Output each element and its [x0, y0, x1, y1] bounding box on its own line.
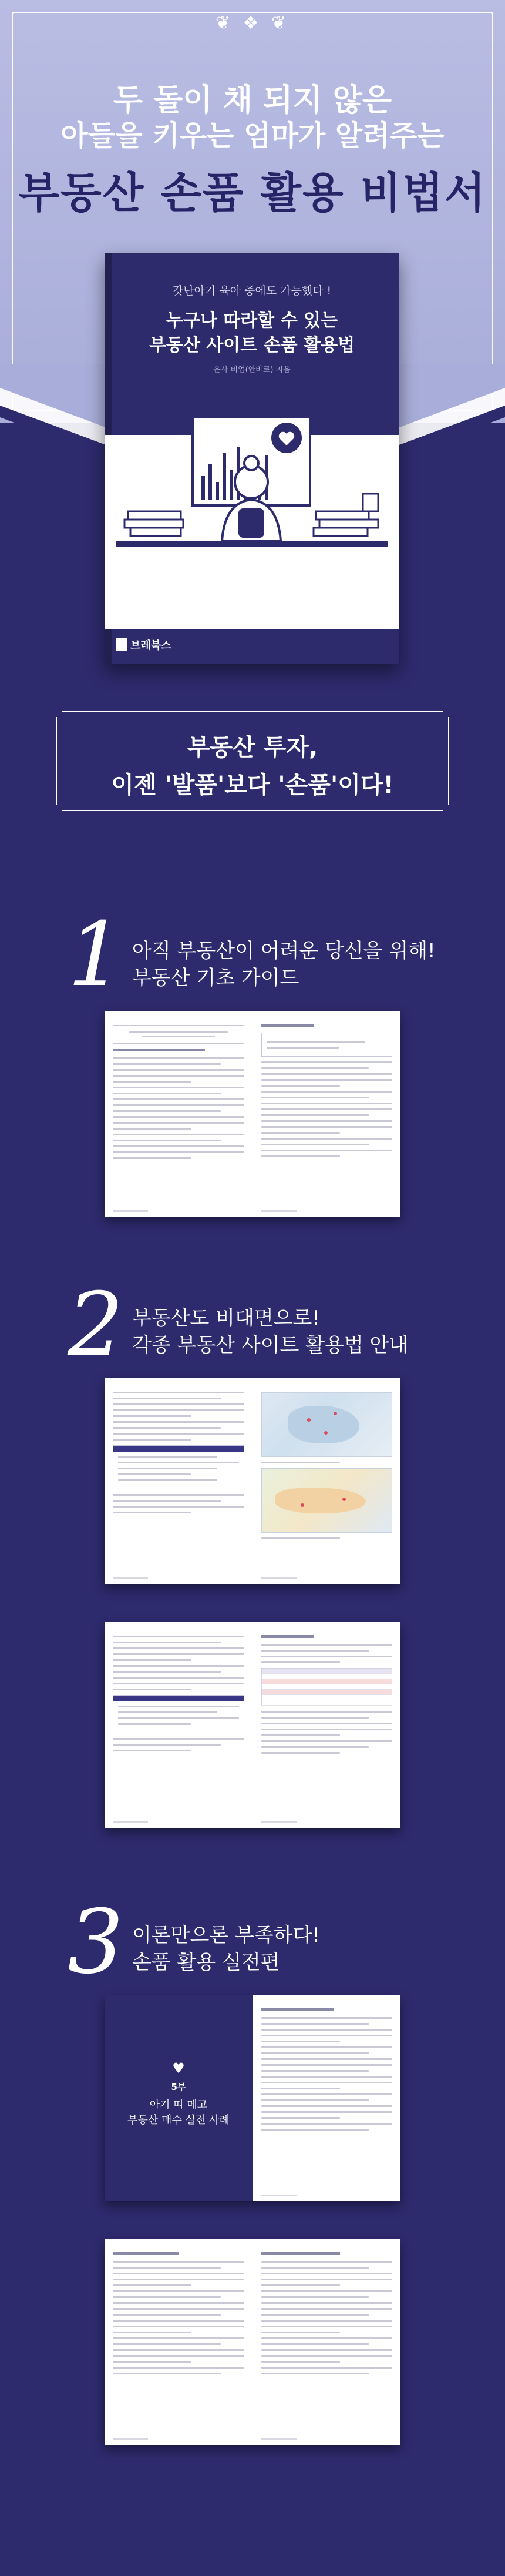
page-right [253, 1378, 400, 1584]
checklist-box [113, 1445, 244, 1489]
book-title-line1: 누구나 따라할 수 있는 [166, 310, 338, 331]
section-2-line1: 부동산도 비대면으로! [132, 1307, 321, 1330]
hero-title: 부동산 손품 활용 비법서 [18, 168, 487, 217]
page-right [253, 1995, 400, 2201]
book-cover [105, 253, 399, 664]
section-1-heading [132, 937, 436, 991]
tagline-box [56, 711, 449, 811]
publisher-logo [116, 637, 171, 652]
chapter-heart-icon: ♥ [172, 2060, 185, 2076]
chapter-opener-page [105, 1995, 253, 2201]
data-table-screenshot [261, 1668, 392, 1706]
page-left [105, 1378, 253, 1584]
corner-notch [443, 805, 454, 816]
section-number-2: 2 [68, 1274, 124, 1376]
book-title-line2: 부동산 사이트 손품 활용법 [149, 335, 355, 356]
map-screenshot [261, 1392, 392, 1457]
section-3-line1: 이론만으론 부족하다! [132, 1924, 321, 1947]
section-2-line2: 각종 부동산 사이트 활용법 안내 [132, 1334, 409, 1357]
tagline-line2: 이젠 '발품'보다 '손품'이다! [111, 772, 394, 799]
page-right [253, 2239, 400, 2445]
tagline-line1: 부동산 투자, [187, 734, 318, 761]
tip-box [113, 1695, 244, 1733]
page-spread-3 [105, 1622, 400, 1828]
page-right [253, 1622, 400, 1828]
page-spread-2 [105, 1378, 400, 1584]
page-left [105, 2239, 253, 2445]
chapter-title-line1: 아기 띠 메고 [149, 2099, 208, 2111]
corner-notch [51, 706, 62, 717]
publisher-mark-icon [116, 638, 127, 651]
map-screenshot [261, 1468, 392, 1533]
section-2-heading [132, 1305, 408, 1359]
book-top-text: 갓난아기 육아 중에도 가능했다 ! [172, 284, 332, 297]
page-spread-4 [105, 1995, 400, 2201]
section-1-line2: 부동산 기초 가이드 [132, 966, 299, 990]
book-author: 운사 비업(안바로) 지음 [213, 366, 291, 374]
title-box [113, 1025, 244, 1044]
page-spread-1 [105, 1011, 400, 1217]
corner-notch [51, 805, 62, 816]
ornament-icon: ❦ ❖ ❦ [215, 13, 290, 34]
section-3-line2: 손품 활용 실전편 [132, 1951, 280, 1974]
section-number-3: 3 [68, 1891, 124, 1994]
page-left [105, 1011, 253, 1217]
quote-box [261, 1033, 392, 1057]
publisher-name: 브레북스 [130, 639, 171, 652]
page-right [253, 1011, 400, 1217]
page-left [105, 1622, 253, 1828]
corner-notch [443, 706, 454, 717]
mother-at-desk-illustration [105, 394, 399, 629]
section-1-line1: 아직 부동산이 어려운 당신을 위해! [132, 939, 436, 963]
hero-subtitle-line1: 두 돌이 채 되지 않은 [113, 83, 392, 118]
section-number-1: 1 [68, 904, 124, 1006]
chapter-title-line2: 부동산 매수 실전 사례 [127, 2114, 230, 2126]
hero-subtitle-line2: 아들을 키우는 엄마가 알려주는 [60, 119, 445, 152]
page-spread-5 [105, 2239, 400, 2445]
chapter-part: 5부 [171, 2082, 186, 2092]
section-3-heading [132, 1922, 320, 1976]
